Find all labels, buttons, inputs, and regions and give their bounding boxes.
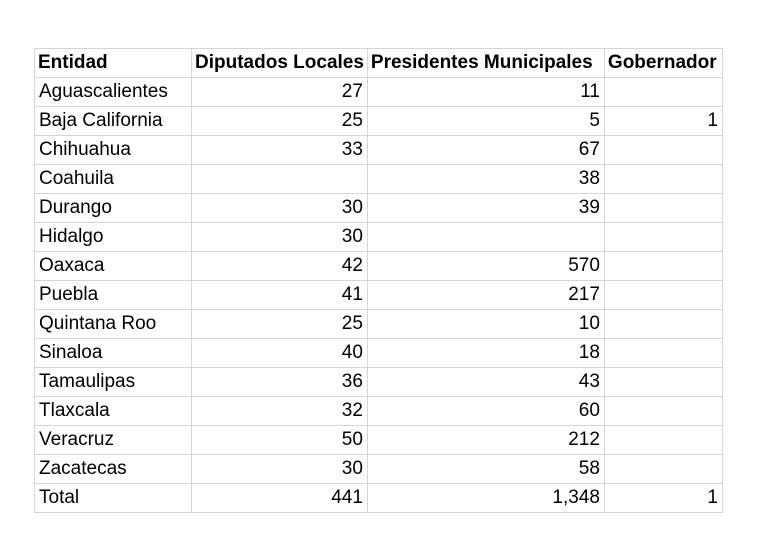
table-row [35, 397, 723, 426]
cell-presidentes-municipales[interactable]: 212 [367, 426, 604, 455]
cell-presidentes-municipales[interactable]: 570 [367, 252, 604, 281]
cell-presidentes-municipales[interactable] [367, 223, 604, 252]
table-body [35, 78, 723, 513]
table-row [35, 339, 723, 368]
cell-gobernador[interactable] [604, 426, 722, 455]
table-row [35, 78, 723, 107]
cell-presidentes-municipales[interactable]: 67 [367, 136, 604, 165]
header-gobernador[interactable]: Gobernador [604, 49, 722, 78]
cell-presidentes-municipales[interactable]: 58 [367, 455, 604, 484]
cell-diputados-locales[interactable]: 33 [192, 136, 368, 165]
cell-diputados-locales[interactable]: 30 [192, 455, 368, 484]
header-presidentes-municipales[interactable]: Presidentes Municipales [367, 49, 604, 78]
table-row [35, 223, 723, 252]
cell-entidad[interactable]: Aguascalientes [35, 78, 192, 107]
cell-gobernador[interactable] [604, 78, 722, 107]
table-row [35, 281, 723, 310]
header-entidad[interactable]: Entidad [35, 49, 192, 78]
table-row [35, 165, 723, 194]
cell-gobernador[interactable] [604, 252, 722, 281]
cell-entidad[interactable]: Oaxaca [35, 252, 192, 281]
cell-entidad[interactable]: Coahuila [35, 165, 192, 194]
header-diputados-locales[interactable]: Diputados Locales [192, 49, 368, 78]
table-row [35, 426, 723, 455]
cell-presidentes-municipales[interactable]: 43 [367, 368, 604, 397]
cell-presidentes-municipales[interactable]: 18 [367, 339, 604, 368]
cell-entidad[interactable]: Zacatecas [35, 455, 192, 484]
total-row [35, 484, 723, 513]
data-table [34, 48, 723, 513]
cell-gobernador[interactable] [604, 281, 722, 310]
cell-entidad[interactable]: Hidalgo [35, 223, 192, 252]
cell-entidad[interactable]: Tamaulipas [35, 368, 192, 397]
cell-diputados-locales[interactable]: 40 [192, 339, 368, 368]
cell-entidad[interactable]: Total [35, 484, 192, 513]
table-row [35, 368, 723, 397]
cell-presidentes-municipales[interactable]: 5 [367, 107, 604, 136]
cell-diputados-locales[interactable]: 27 [192, 78, 368, 107]
cell-entidad[interactable]: Chihuahua [35, 136, 192, 165]
table-row [35, 107, 723, 136]
cell-presidentes-municipales[interactable]: 10 [367, 310, 604, 339]
table-row [35, 455, 723, 484]
cell-presidentes-municipales[interactable]: 11 [367, 78, 604, 107]
cell-gobernador[interactable] [604, 165, 722, 194]
cell-presidentes-municipales[interactable]: 1,348 [367, 484, 604, 513]
cell-gobernador[interactable] [604, 455, 722, 484]
table-row [35, 194, 723, 223]
cell-diputados-locales[interactable] [192, 165, 368, 194]
cell-diputados-locales[interactable]: 25 [192, 310, 368, 339]
cell-entidad[interactable]: Quintana Roo [35, 310, 192, 339]
cell-presidentes-municipales[interactable]: 217 [367, 281, 604, 310]
cell-entidad[interactable]: Sinaloa [35, 339, 192, 368]
cell-diputados-locales[interactable]: 36 [192, 368, 368, 397]
cell-gobernador[interactable] [604, 194, 722, 223]
cell-gobernador[interactable] [604, 223, 722, 252]
cell-presidentes-municipales[interactable]: 39 [367, 194, 604, 223]
cell-diputados-locales[interactable]: 30 [192, 194, 368, 223]
cell-diputados-locales[interactable]: 32 [192, 397, 368, 426]
cell-presidentes-municipales[interactable]: 60 [367, 397, 604, 426]
cell-gobernador[interactable]: 1 [604, 107, 722, 136]
cell-diputados-locales[interactable]: 42 [192, 252, 368, 281]
cell-diputados-locales[interactable]: 25 [192, 107, 368, 136]
table-header [35, 49, 723, 78]
cell-entidad[interactable]: Durango [35, 194, 192, 223]
cell-gobernador[interactable] [604, 310, 722, 339]
cell-entidad[interactable]: Veracruz [35, 426, 192, 455]
cell-gobernador[interactable] [604, 136, 722, 165]
table-row [35, 252, 723, 281]
cell-diputados-locales[interactable]: 441 [192, 484, 368, 513]
cell-diputados-locales[interactable]: 30 [192, 223, 368, 252]
cell-presidentes-municipales[interactable]: 38 [367, 165, 604, 194]
cell-gobernador[interactable] [604, 368, 722, 397]
table-row [35, 136, 723, 165]
header-row [35, 49, 723, 78]
cell-entidad[interactable]: Tlaxcala [35, 397, 192, 426]
cell-gobernador[interactable] [604, 339, 722, 368]
cell-gobernador[interactable]: 1 [604, 484, 722, 513]
cell-diputados-locales[interactable]: 41 [192, 281, 368, 310]
cell-gobernador[interactable] [604, 397, 722, 426]
cell-entidad[interactable]: Puebla [35, 281, 192, 310]
cell-diputados-locales[interactable]: 50 [192, 426, 368, 455]
cell-entidad[interactable]: Baja California [35, 107, 192, 136]
spreadsheet [34, 48, 723, 513]
table-row [35, 310, 723, 339]
